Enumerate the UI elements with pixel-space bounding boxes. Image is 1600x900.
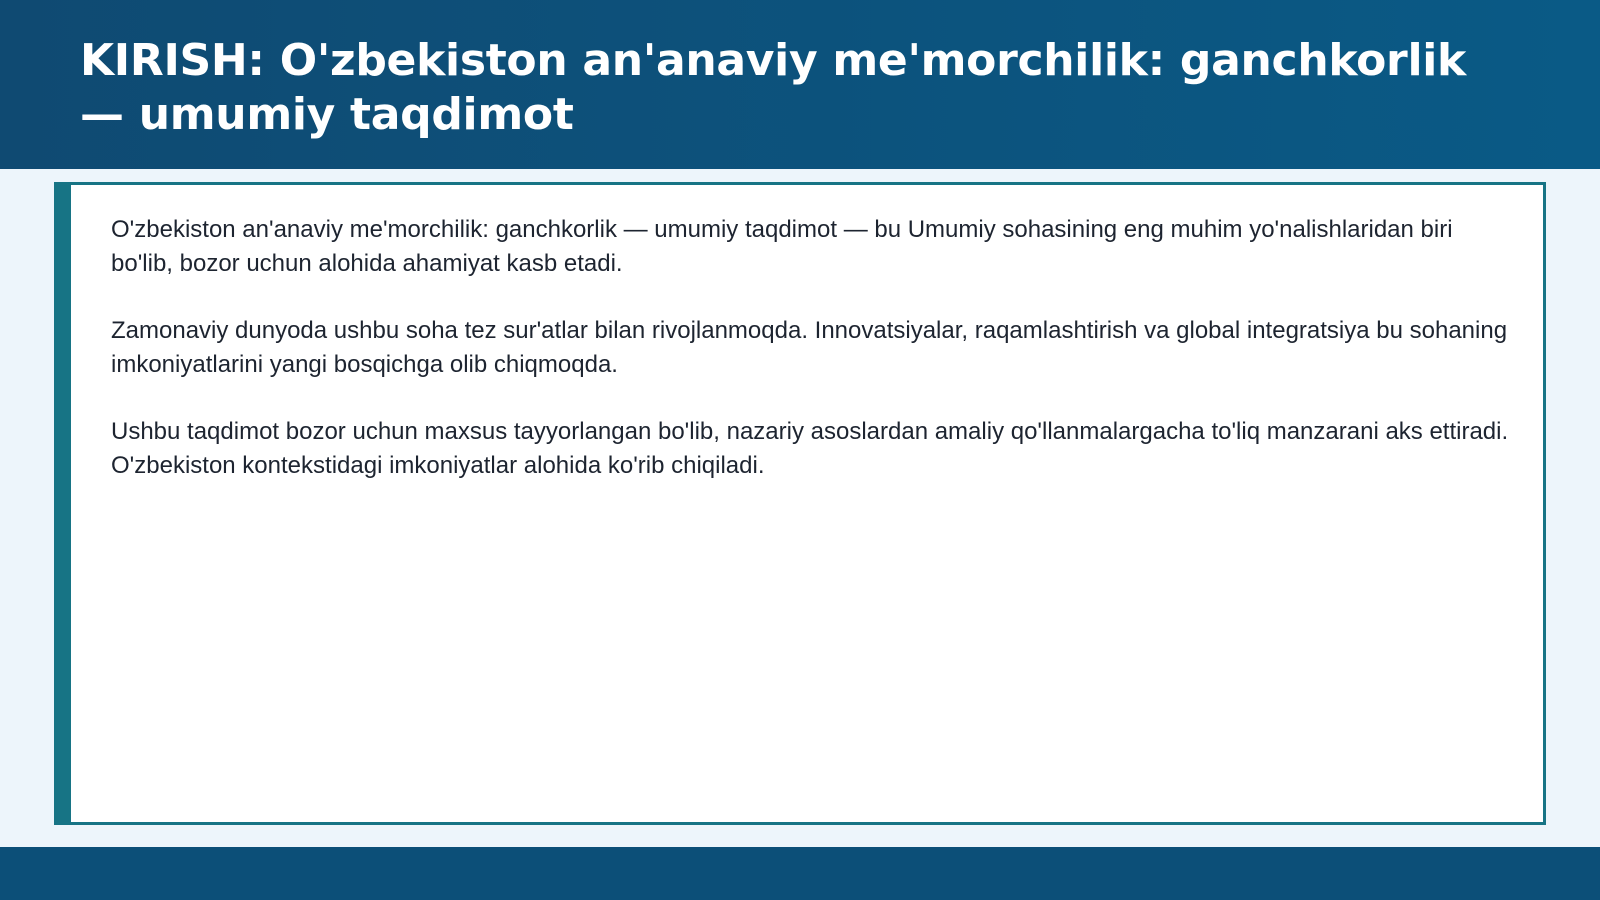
slide-footer: [0, 847, 1600, 900]
paragraph-3: Ushbu taqdimot bozor uchun maxsus tayyorlangan bo'lib, nazariy asoslardan amaliy qo'llanmalargacha to'liq manzarani aks ettiradi. O'zbekiston kontekstidagi imkoniyatlar alohida ko'rib chiqiladi.: [111, 418, 1509, 479]
slide-title: KIRISH: O'zbekiston an'anaviy me'morchilik: ganchkorlik — umumiy taqdimot: [80, 35, 1466, 140]
content-body: [111, 213, 1511, 516]
paragraph-1: O'zbekiston an'anaviy me'morchilik: ganchkorlik — umumiy taqdimot — bu Umumiy sohasining eng muhim yo'nalishlaridan biri bo'lib, bozor uchun alohida ahamiyat kasb etadi.: [111, 216, 1453, 277]
slide-header: [0, 0, 1600, 169]
content-card: [54, 182, 1546, 825]
paragraph-2: Zamonaviy dunyoda ushbu soha tez sur'atlar bilan rivojlanmoqda. Innovatsiyalar, raqamlashtirish va global integratsiya bu sohaning imkoniyatlarini yangi bosqichga olib chiqmoqda.: [111, 317, 1508, 378]
